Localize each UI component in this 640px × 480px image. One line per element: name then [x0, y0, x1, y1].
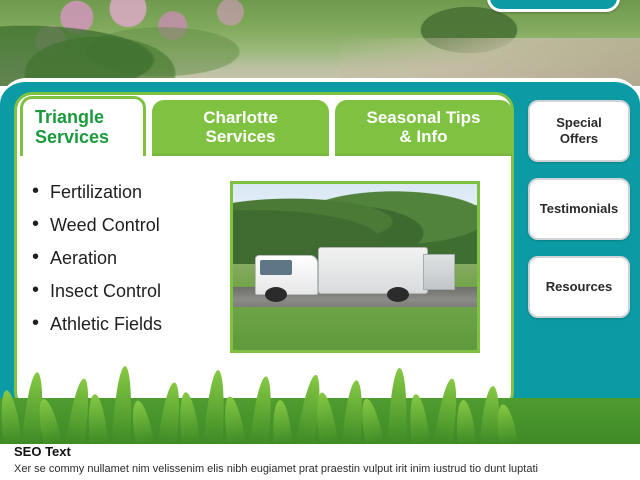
tab-charlotte-services-line1: Charlotte — [203, 108, 278, 128]
photo-truck-body — [318, 247, 428, 293]
banner-foliage — [0, 0, 250, 86]
photo-truck-wheel-rear — [387, 287, 409, 302]
photo-truck-window — [260, 260, 292, 275]
truck-photo — [230, 181, 480, 353]
list-item: • Insect Control — [32, 281, 222, 314]
services-list — [32, 182, 222, 347]
tab-charlotte-services-line2: Services — [205, 127, 276, 146]
tab-seasonal-tips[interactable] — [335, 100, 512, 156]
grass-blade — [388, 368, 409, 444]
side-button-resources-line1: Resources — [545, 279, 613, 295]
tab-bar — [20, 94, 512, 156]
side-button-special-offers[interactable] — [528, 100, 630, 162]
side-button-resources[interactable] — [528, 256, 630, 318]
side-button-group — [528, 100, 630, 334]
list-item: • Fertilization — [32, 182, 222, 215]
side-button-testimonials[interactable] — [528, 178, 630, 240]
seo-heading: SEO Text — [14, 444, 71, 459]
photo-lawn — [233, 307, 477, 350]
header-teal-tab[interactable] — [487, 0, 620, 12]
list-item: • Weed Control — [32, 215, 222, 248]
seo-text-block — [14, 444, 626, 477]
photo-truck-wheel-front — [265, 287, 287, 302]
list-item: • Athletic Fields — [32, 314, 222, 347]
tab-triangle-services-line1: Triangle — [35, 106, 105, 127]
side-button-special-offers-line2: Offers — [559, 131, 599, 146]
tab-triangle-services-line2: Services — [35, 126, 110, 147]
photo-truck-tank — [423, 254, 455, 291]
tab-charlotte-services[interactable] — [152, 100, 329, 156]
list-item: • Aeration — [32, 248, 222, 281]
grass-decoration — [0, 348, 640, 444]
side-button-special-offers-line1: Special — [556, 115, 602, 131]
side-button-testimonials-line1: Testimonials — [539, 201, 619, 217]
tab-seasonal-tips-line1: Seasonal Tips — [366, 108, 481, 128]
seo-body: Xer se commy nullamet nim velissenim elis nibh eugiamet prat praestin vulput irit inim iustrud tio dunt luptati — [14, 463, 538, 475]
hero-banner-image — [0, 0, 640, 86]
tab-triangle-services[interactable] — [20, 96, 146, 156]
tab-seasonal-tips-line2: & Info — [399, 127, 448, 146]
